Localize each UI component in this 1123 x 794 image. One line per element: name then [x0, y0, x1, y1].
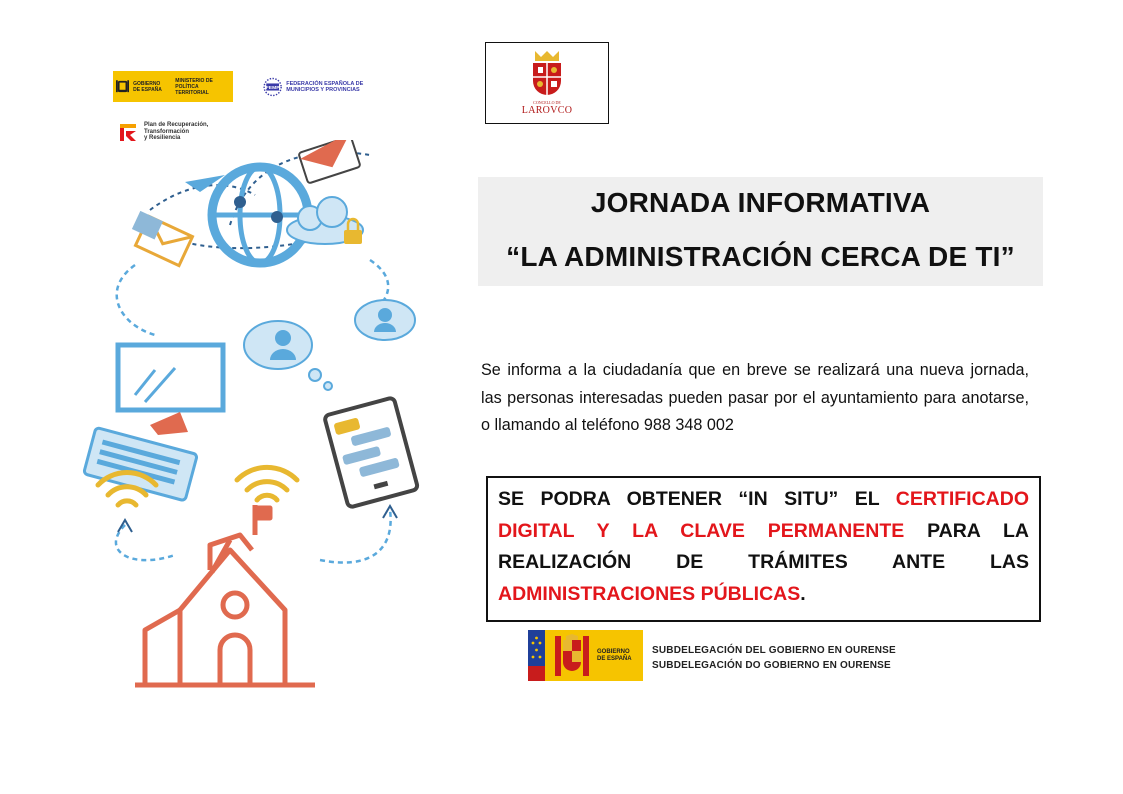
cloud-lock-icon	[287, 197, 363, 244]
femp-logo-name: FEDERACIÓN ESPAÑOLA DE MUNICIPIOS Y PROVINCIAS	[286, 80, 364, 93]
info-paragraph: Se informa a la ciudadanía que en breve se realizará una nueva jornada, las personas interesadas pueden pasar por el ayuntamiento para anotarse, o llamando al teléfono 988 348 002	[481, 361, 1029, 434]
title-line2: “LA ADMINISTRACIÓN CERCA DE TI”	[506, 241, 1015, 272]
dashed-path	[116, 525, 175, 560]
highlight-certificado: CERTIFICADO DIGITAL Y LA CLAVE PERMANENTE	[498, 488, 1029, 542]
highlight-text	[498, 484, 1029, 610]
recovery-plan-line2: Transformación	[144, 128, 190, 135]
svg-text:FEMP: FEMP	[265, 85, 280, 91]
femp-stars-icon	[262, 72, 283, 102]
footer-line1: SUBDELEGACIÓN DEL GOBIERNO EN OURENSE	[652, 645, 896, 656]
highlight-part1: SE PODRA OBTENER “IN SITU” EL	[498, 488, 896, 510]
eu-flag-icon	[528, 630, 545, 681]
title-line1: JORNADA INFORMATIVA	[590, 187, 931, 218]
highlight-administraciones: ADMINISTRACIONES PÚBLICAS	[498, 582, 801, 605]
dashed-path	[370, 260, 388, 305]
highlight-part3: PARA LA REALIZACIÓN DE TRÁMITES ANTE LAS	[498, 519, 1029, 573]
gobierno-de-espana-logo	[113, 71, 233, 102]
gov-logo-line1: GOBIERNO DE ESPAÑA	[133, 80, 162, 93]
gobierno-footer-logo	[528, 630, 643, 681]
municipality-line2: LAROVCO	[521, 105, 573, 116]
wifi-icon	[237, 467, 297, 500]
municipality-line1: CONCELLO DE	[533, 100, 561, 105]
highlight-box	[486, 476, 1041, 622]
dashed-path	[117, 265, 155, 335]
gov-logo-line2: MINISTERIO DE POLÍTICA TERRITORIAL	[175, 77, 213, 96]
femp-logo	[262, 71, 394, 102]
user-bubble-icon	[244, 321, 332, 390]
highlight-part5: .	[800, 582, 806, 605]
recovery-plan-line3: y Resiliencia	[144, 135, 181, 142]
coat-of-arms-icon	[116, 74, 129, 99]
footer-subdelegation	[652, 643, 896, 673]
concello-larouco-logo	[485, 42, 609, 124]
digital-administration-illustration	[80, 140, 440, 700]
mail-icon	[132, 211, 193, 266]
footer-line2: SUBDELEGACIÓN DO GOBIERNO EN OURENSE	[652, 660, 891, 671]
footer-logo-line2: DE ESPAÑA	[597, 656, 632, 662]
globe-icon	[212, 167, 308, 263]
computer-monitor-icon	[118, 345, 223, 435]
tablet-icon	[324, 397, 418, 507]
municipal-coat-of-arms-icon	[529, 49, 565, 99]
title-banner	[478, 177, 1043, 286]
town-hall-icon	[135, 505, 315, 685]
user-bubble-icon	[355, 300, 415, 340]
recovery-plan-line1: Plan de Recuperación,	[144, 122, 209, 129]
email-envelope-icon	[297, 140, 360, 184]
footer-logo-line1: GOBIERNO	[597, 649, 630, 655]
spain-coat-of-arms-icon	[551, 634, 593, 678]
dashed-path	[320, 510, 391, 563]
